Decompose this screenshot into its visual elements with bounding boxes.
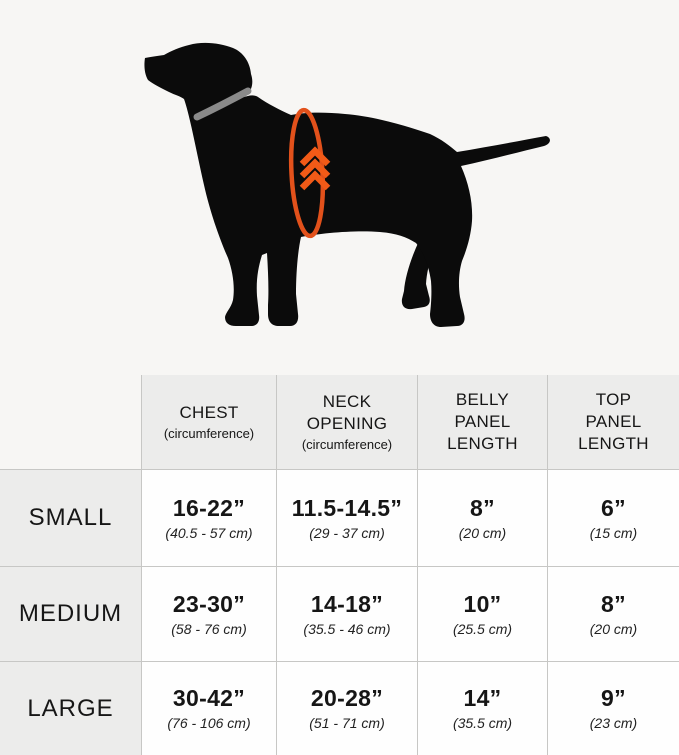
table-cell-medium-chest [142, 567, 277, 662]
inches-value: 8” [601, 590, 626, 617]
inches-value: 6” [601, 494, 626, 521]
cm-value: (15 cm) [589, 524, 638, 541]
inches-value: 8” [470, 494, 495, 521]
column-header-top-panel-length [548, 375, 679, 470]
table-cell-medium-belly [418, 567, 548, 662]
cm-value: (25.5 cm) [452, 620, 513, 637]
dog-measurement-illustration [0, 0, 679, 375]
column-header-belly-panel-length [418, 375, 548, 470]
column-header-label: LENGTH [447, 434, 518, 453]
inches-value: 20-28” [310, 685, 384, 711]
inches-value: 11.5-14.5” [291, 494, 403, 521]
cm-value: (35.5 - 46 cm) [303, 620, 391, 637]
table-cell-large-neck [277, 662, 418, 755]
inches-value: 10” [463, 590, 502, 617]
row-header-large: LARGE [0, 662, 142, 755]
column-header-label: PANEL [454, 412, 511, 431]
table-cell-small-top [548, 470, 679, 567]
inches-value: 9” [601, 685, 626, 711]
cm-value: (20 cm) [589, 620, 638, 637]
table-cell-large-chest [142, 662, 277, 755]
cm-value: (29 - 37 cm) [309, 524, 385, 541]
inches-value: 23-30” [172, 590, 246, 617]
table-cell-small-belly [418, 470, 548, 567]
table-corner-cell [0, 375, 142, 470]
inches-value: 30-42” [172, 685, 246, 711]
size-chart-table [0, 375, 679, 755]
column-header-sublabel: (circumference) [163, 426, 255, 441]
cm-value: (35.5 cm) [452, 715, 513, 731]
dog-body [144, 43, 549, 327]
column-header-neck-opening [277, 375, 418, 470]
inches-value: 14” [463, 685, 502, 711]
table-cell-medium-neck [277, 567, 418, 662]
column-header-sublabel: (circumference) [301, 437, 393, 452]
table-cell-large-belly [418, 662, 548, 755]
table-cell-medium-top [548, 567, 679, 662]
dog-silhouette [144, 43, 549, 327]
inches-value: 16-22” [172, 494, 246, 521]
column-header-label: CHEST [179, 403, 239, 422]
cm-value: (20 cm) [458, 524, 507, 541]
row-header-small: SMALL [0, 470, 142, 567]
inches-value: 14-18” [310, 590, 384, 617]
table-cell-small-chest [142, 470, 277, 567]
table-cell-large-top [548, 662, 679, 755]
column-header-label: NECK [322, 392, 372, 411]
cm-value: (51 - 71 cm) [309, 715, 385, 731]
cm-value: (40.5 - 57 cm) [165, 524, 253, 541]
column-header-label: OPENING [306, 414, 388, 433]
cm-value: (23 cm) [589, 715, 638, 731]
column-header-label: BELLY [455, 390, 510, 409]
column-header-label: LENGTH [578, 434, 649, 453]
row-header-medium: MEDIUM [0, 567, 142, 662]
cm-value: (76 - 106 cm) [167, 715, 251, 731]
table-cell-small-neck [277, 470, 418, 567]
column-header-chest [142, 375, 277, 470]
cm-value: (58 - 76 cm) [171, 620, 247, 637]
column-header-label: TOP [595, 390, 632, 409]
column-header-label: PANEL [585, 412, 642, 431]
